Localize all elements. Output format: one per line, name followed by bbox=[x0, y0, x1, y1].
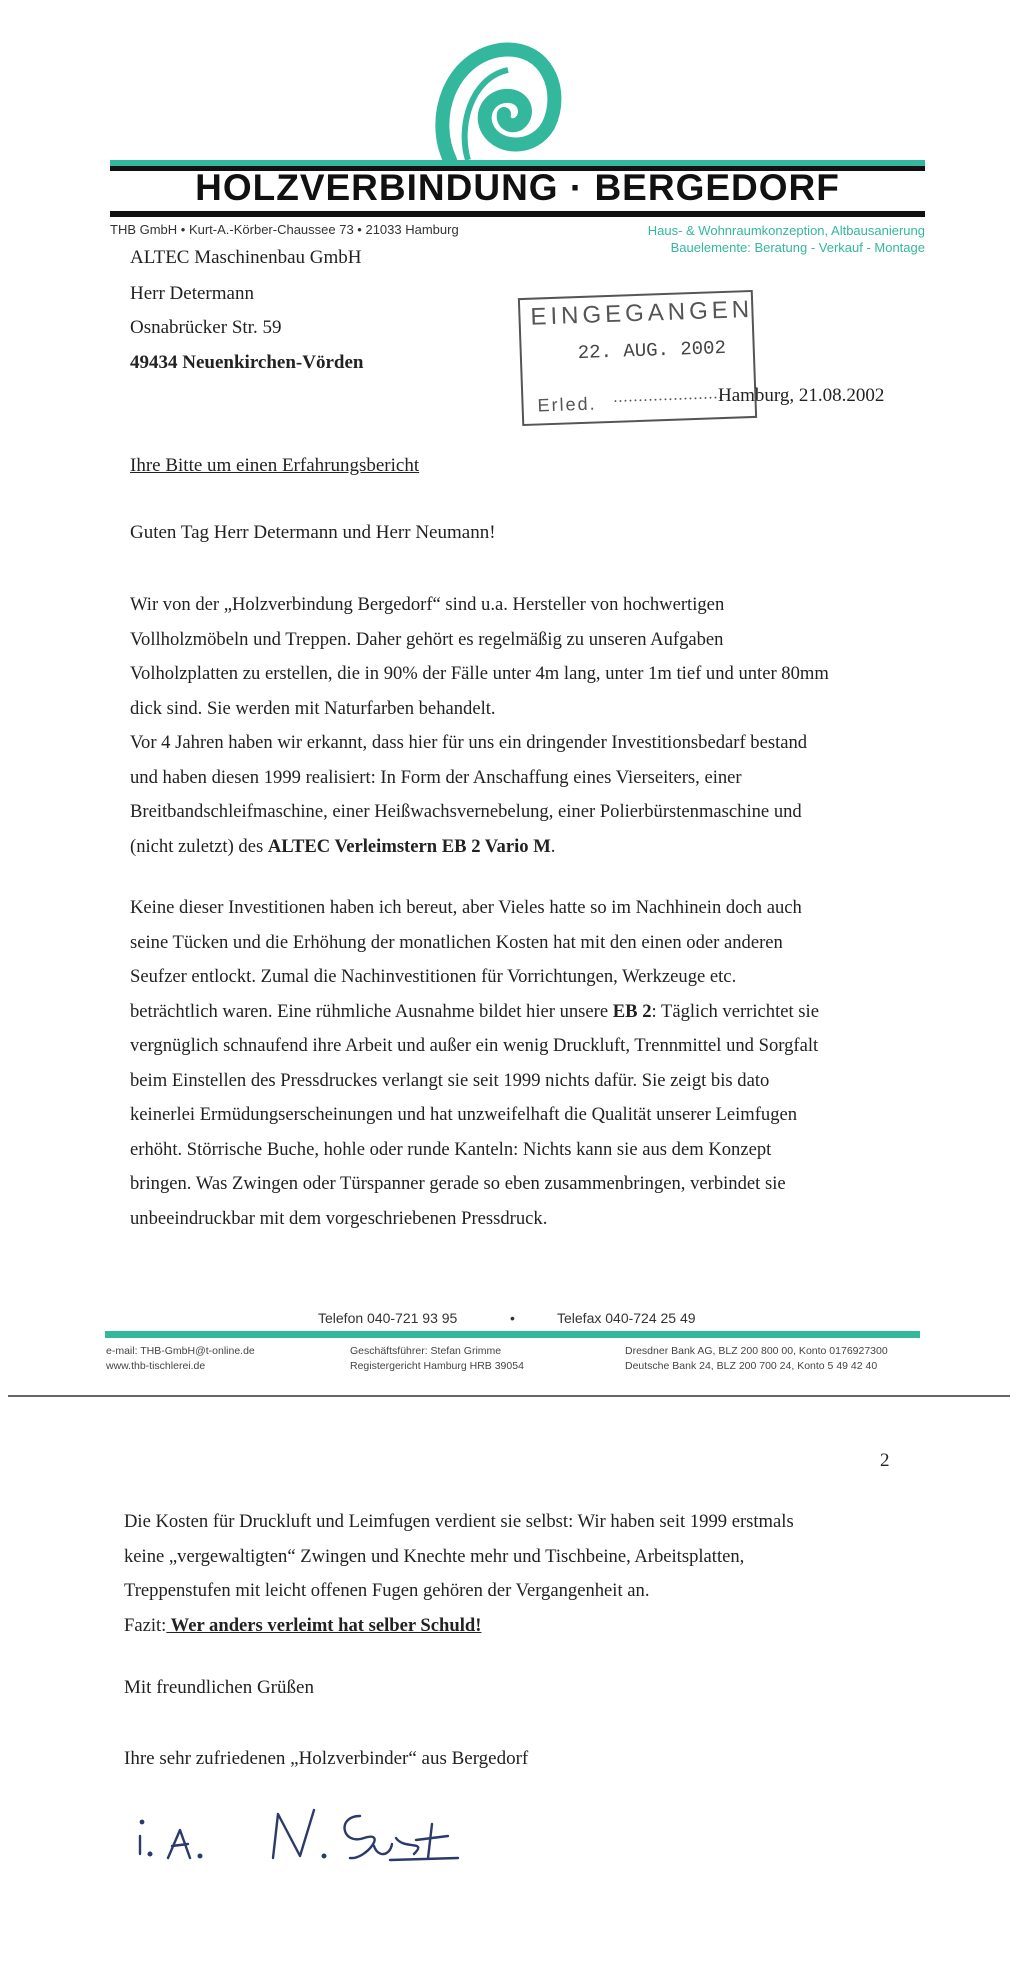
body-line: erhöht. Störrische Buche, hohle oder runde Kanteln: Nichts kann sie aus dem Konzept bbox=[130, 1138, 772, 1160]
body-line bbox=[130, 830, 910, 865]
body-line: Wir von der „Holzverbindung Bergedorf“ sind u.a. Hersteller von hochwertigen bbox=[130, 594, 725, 615]
stamp-dots: ...................... bbox=[613, 385, 724, 406]
company-tagline bbox=[648, 222, 925, 256]
handwritten-signature bbox=[128, 1788, 528, 1878]
stamp-date: 22. AUG. 2002 bbox=[577, 336, 727, 365]
footer-register: Registergericht Hamburg HRB 39054 bbox=[350, 1360, 524, 1372]
footer-legal bbox=[350, 1344, 524, 1374]
stamp-erled: Erled. bbox=[537, 393, 597, 416]
body-text: : Täglich verrichtet sie bbox=[651, 1000, 819, 1022]
footer-manager: Geschäftsführer: Stefan Grimme bbox=[350, 1345, 502, 1357]
body-text: beträchtlich waren. Eine rühmliche Ausnahme bildet hier unsere bbox=[130, 1000, 613, 1022]
body-line: Volholzplatten zu erstellen, die in 90% der Fälle unter 4m lang, unter 1m tief und unter 80mm bbox=[130, 663, 829, 684]
body-text: (nicht zuletzt) des bbox=[130, 835, 268, 857]
body-line: und haben diesen 1999 realisiert: In Form der Anschaffung eines Vierseiters, einer bbox=[130, 766, 742, 788]
letter-subject: Ihre Bitte um einen Erfahrungsbericht bbox=[130, 455, 420, 476]
footer-email: e-mail: THB-GmbH@t-online.de bbox=[106, 1345, 255, 1357]
letterhead-rule-bottom bbox=[110, 211, 925, 217]
body-line: Breitbandschleifmaschine, einer Heißwachsvernebelung, einer Polierbürstenmaschine und bbox=[130, 801, 802, 822]
letter-date: Hamburg, 21.08.2002 bbox=[718, 385, 885, 406]
page-break-line bbox=[8, 1395, 1010, 1397]
fazit-label: Fazit: bbox=[124, 1614, 167, 1636]
body-line: Seufzer entlockt. Zumal die Nachinvestitionen für Vorrichtungen, Werkzeuge etc. bbox=[130, 966, 737, 987]
letter-greeting: Guten Tag Herr Determann und Herr Neumann! bbox=[130, 522, 496, 543]
body-line bbox=[130, 995, 910, 1030]
company-name: HOLZVERBINDUNG · BERGEDORF bbox=[195, 167, 840, 208]
footer-website: www.thb-tischlerei.de bbox=[106, 1360, 206, 1372]
recipient-person: Herr Determann bbox=[130, 283, 254, 304]
body-paragraph-3 bbox=[124, 1505, 904, 1643]
body-line: Keine dieser Investitionen haben ich bereut, aber Vieles hatte so im Nachhinein doch auch bbox=[130, 897, 802, 918]
body-line: vergnüglich schnaufend ihre Arbeit und außer ein wenig Druckluft, Trennmittel und Sorgfalt bbox=[130, 1035, 819, 1056]
body-line: beim Einstellen des Pressdruckes verlangt sie seit 1999 nichts dafür. Sie zeigt bis dato bbox=[130, 1069, 770, 1091]
footer-teal-bar bbox=[105, 1331, 920, 1338]
product-short-name: EB 2 bbox=[612, 1000, 652, 1022]
footer-separator: • bbox=[510, 1310, 515, 1326]
letter-signoff: Ihre sehr zufriedenen „Holzverbinder“ aus Bergedorf bbox=[124, 1748, 529, 1769]
body-line: Vollholzmöbeln und Treppen. Daher gehört es regelmäßig zu unseren Aufgaben bbox=[130, 628, 724, 650]
footer-contact bbox=[106, 1344, 255, 1374]
letter-closing: Mit freundlichen Grüßen bbox=[124, 1677, 314, 1698]
body-line: Treppenstufen mit leicht offenen Fugen gehören der Vergangenheit an. bbox=[124, 1580, 650, 1601]
footer-phone: Telefon 040-721 93 95 bbox=[318, 1310, 458, 1326]
recipient-city: 49434 Neuenkirchen-Vörden bbox=[130, 352, 364, 373]
body-line: bringen. Was Zwingen oder Türspanner gerade so eben zusammenbringen, verbindet sie bbox=[130, 1173, 786, 1194]
fazit-line bbox=[124, 1609, 904, 1644]
footer-fax: Telefax 040-724 25 49 bbox=[557, 1310, 696, 1326]
company-logo bbox=[430, 38, 565, 163]
body-paragraph-2 bbox=[130, 891, 910, 1236]
footer-bank bbox=[625, 1344, 888, 1374]
body-line: keinerlei Ermüdungserscheinungen und hat unzweifelhaft die Qualität unserer Leimfugen bbox=[130, 1104, 798, 1125]
recipient-company: ALTEC Maschinenbau GmbH bbox=[130, 247, 362, 268]
stamp-title: EINGEGANGEN bbox=[530, 295, 754, 331]
body-line: Vor 4 Jahren haben wir erkannt, dass hier für uns ein dringender Investitionsbedarf bestand bbox=[130, 732, 808, 753]
fazit-text: Wer anders verleimt hat selber Schuld! bbox=[166, 1614, 482, 1636]
tagline-line-2: Bauelemente: Beratung - Verkauf - Montage bbox=[670, 240, 925, 255]
page-number: 2 bbox=[880, 1450, 890, 1471]
body-line: seine Tücken und die Erhöhung der monatlichen Kosten hat mit den einen oder anderen bbox=[130, 931, 783, 953]
body-line: Die Kosten für Druckluft und Leimfugen verdient sie selbst: Wir haben seit 1999 erstmals bbox=[124, 1511, 794, 1532]
product-name: ALTEC Verleimstern EB 2 Vario M bbox=[267, 835, 551, 857]
body-line: unbeeindruckbar mit dem vorgeschriebenen Pressdruck. bbox=[130, 1207, 548, 1229]
footer-bank-1: Dresdner Bank AG, BLZ 200 800 00, Konto 0176927300 bbox=[625, 1345, 888, 1357]
tagline-line-1: Haus- & Wohnraumkonzeption, Altbausanierung bbox=[647, 223, 925, 238]
recipient-street: Osnabrücker Str. 59 bbox=[130, 317, 282, 338]
body-line: keine „vergewaltigten“ Zwingen und Knechte mehr und Tischbeine, Arbeitsplatten, bbox=[124, 1545, 745, 1567]
body-paragraph-1 bbox=[130, 588, 910, 864]
footer-bank-2: Deutsche Bank 24, BLZ 200 700 24, Konto 5 49 42 40 bbox=[625, 1360, 878, 1372]
body-text: . bbox=[550, 835, 556, 857]
sender-address-line: THB GmbH • Kurt-A.-Körber-Chaussee 73 • 21033 Hamburg bbox=[110, 222, 459, 237]
body-line: dick sind. Sie werden mit Naturfarben behandelt. bbox=[130, 697, 496, 719]
